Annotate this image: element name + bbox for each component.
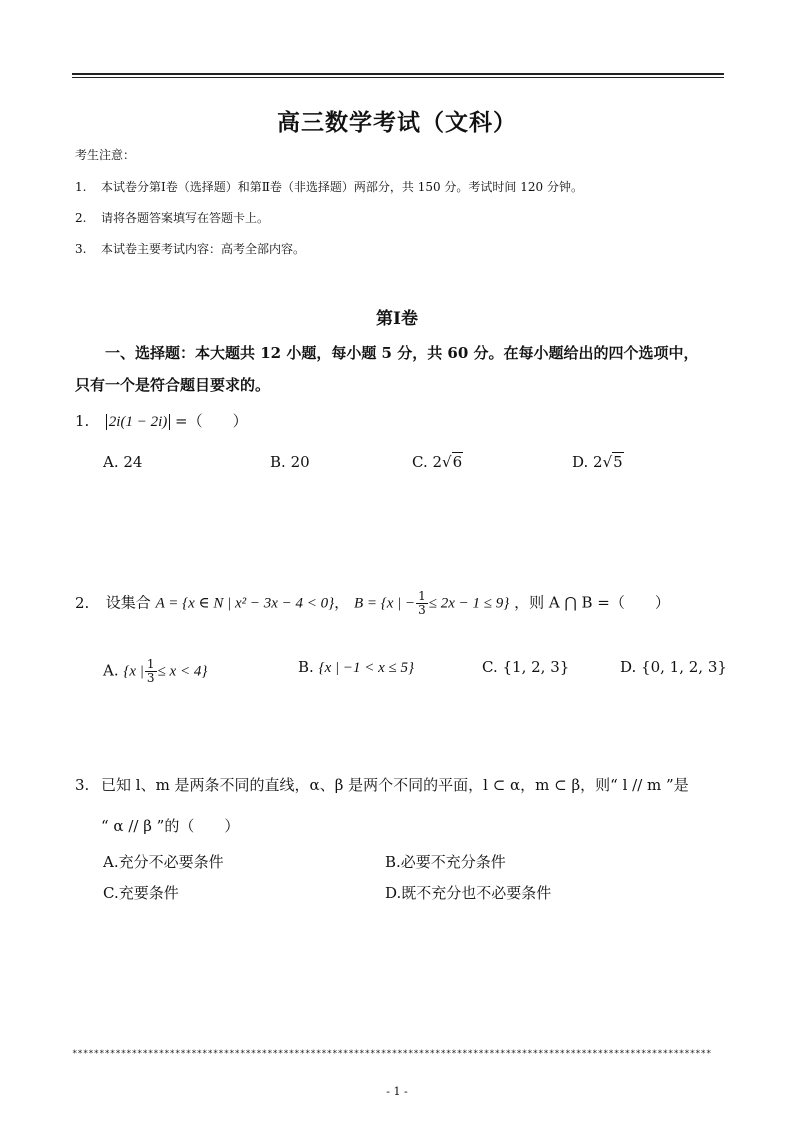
option-a[interactable] — [103, 453, 142, 471]
question-number: 3. — [75, 776, 90, 794]
page-number: - 1 - — [386, 1085, 408, 1098]
option-a[interactable] — [103, 658, 207, 685]
notice-num: 3. — [75, 242, 87, 256]
question-prefix: 设集合 — [105, 593, 151, 612]
notice-item — [75, 209, 269, 226]
section-title: 第Ⅰ卷 — [376, 309, 418, 329]
fraction — [145, 658, 157, 685]
option-d[interactable] — [385, 882, 551, 903]
option-label: D. — [572, 453, 589, 471]
sqrt-icon: √ — [602, 453, 613, 471]
question-number: 2. — [75, 593, 90, 612]
option-label: B. — [270, 453, 286, 471]
option-value: 充要条件 — [118, 884, 179, 902]
option-label: A. — [103, 453, 119, 471]
notice-text: 本试卷主要考试内容：高考全部内容。 — [101, 242, 306, 256]
option-b[interactable] — [298, 658, 414, 677]
notice-text: 请将各题答案填写在答题卡上。 — [101, 211, 270, 225]
notice-item — [75, 240, 305, 257]
instructions-line-1: 一、选择题：本大题共 12 小题，每小题 5 分，共 60 分。在每小题给出的四个选项中， — [105, 344, 699, 362]
fraction-denominator: 3 — [146, 671, 155, 685]
exam-title: 高三数学考试（文科） — [277, 109, 517, 136]
option-value-post: ≤ x < 4} — [157, 663, 208, 680]
option-value: {1, 2, 3} — [502, 658, 570, 676]
question-expression: 2i(1 − 2i) — [106, 414, 170, 430]
fraction-denominator: 3 — [418, 603, 426, 617]
notice-item — [75, 178, 583, 195]
footer-separator: ********************************************************************************************************************** — [72, 1049, 712, 1059]
set-a: A = {x ∈ N | x² − 3x − 4 < 0} — [155, 595, 335, 612]
option-b[interactable] — [385, 851, 506, 872]
question-3-continuation: “ α // β ”的（ ） — [101, 817, 240, 835]
sqrt-icon: √ — [442, 453, 452, 471]
option-c[interactable] — [412, 453, 463, 471]
option-label: A. — [103, 661, 119, 680]
option-value: 既不充分也不必要条件 — [401, 884, 552, 902]
set-b-left: B = {x | − — [353, 595, 416, 612]
option-value: {0, 1, 2, 3} — [641, 658, 727, 676]
option-c[interactable] — [482, 658, 569, 676]
option-label: C. — [482, 658, 498, 676]
option-label: B. — [385, 853, 401, 871]
fraction — [416, 590, 428, 617]
notice-text: 本试卷分第Ⅰ卷（选择题）和第Ⅱ卷（非选择题）两部分，共 150 分。考试时间 120 分钟。 — [101, 180, 583, 194]
question-line-1: 已知 l、m 是两条不同的直线，α、β 是两个不同的平面，l ⊂ α，m ⊂ β，则“ l // m ”是 — [101, 776, 689, 794]
option-label: C. — [412, 453, 428, 471]
option-c[interactable] — [103, 882, 179, 903]
fraction-numerator: 1 — [146, 657, 155, 671]
option-value: 必要不充分条件 — [400, 853, 506, 871]
option-value: {x | −1 < x ≤ 5} — [318, 660, 414, 676]
separator: ， — [334, 593, 350, 612]
option-d[interactable] — [572, 453, 624, 471]
fraction-numerator: 1 — [418, 589, 426, 603]
option-radicand: 5 — [613, 453, 623, 471]
option-value: 20 — [290, 453, 310, 471]
instructions-line-2: 只有一个是符合题目要求的。 — [75, 376, 271, 394]
option-label: C. — [103, 884, 119, 902]
question-2 — [75, 590, 670, 617]
question-3 — [75, 774, 725, 795]
notice-heading: 考生注意： — [75, 148, 136, 162]
option-d[interactable] — [620, 658, 727, 676]
question-suffix: =（ ） — [175, 412, 248, 430]
option-label: D. — [385, 884, 402, 902]
question-1 — [75, 410, 248, 431]
option-coefficient: 2 — [593, 453, 603, 471]
option-a[interactable] — [103, 851, 224, 872]
option-value-pre: {x | — [123, 663, 144, 680]
option-b[interactable] — [270, 453, 310, 471]
top-rule — [72, 73, 724, 75]
notice-num: 1. — [75, 180, 87, 194]
set-b-right: ≤ 2x − 1 ≤ 9} — [428, 595, 510, 612]
option-value: 24 — [123, 453, 143, 471]
option-label: B. — [298, 658, 314, 676]
top-rule-thin — [72, 77, 724, 78]
question-number: 1. — [75, 412, 90, 430]
option-coefficient: 2 — [432, 453, 443, 471]
option-label: D. — [620, 658, 637, 676]
question-suffix: ，则 A ⋂ B =（ ） — [514, 593, 670, 612]
option-radicand: 6 — [452, 453, 463, 471]
option-label: A. — [103, 853, 119, 871]
notice-num: 2. — [75, 211, 87, 225]
option-value: 充分不必要条件 — [118, 853, 224, 871]
